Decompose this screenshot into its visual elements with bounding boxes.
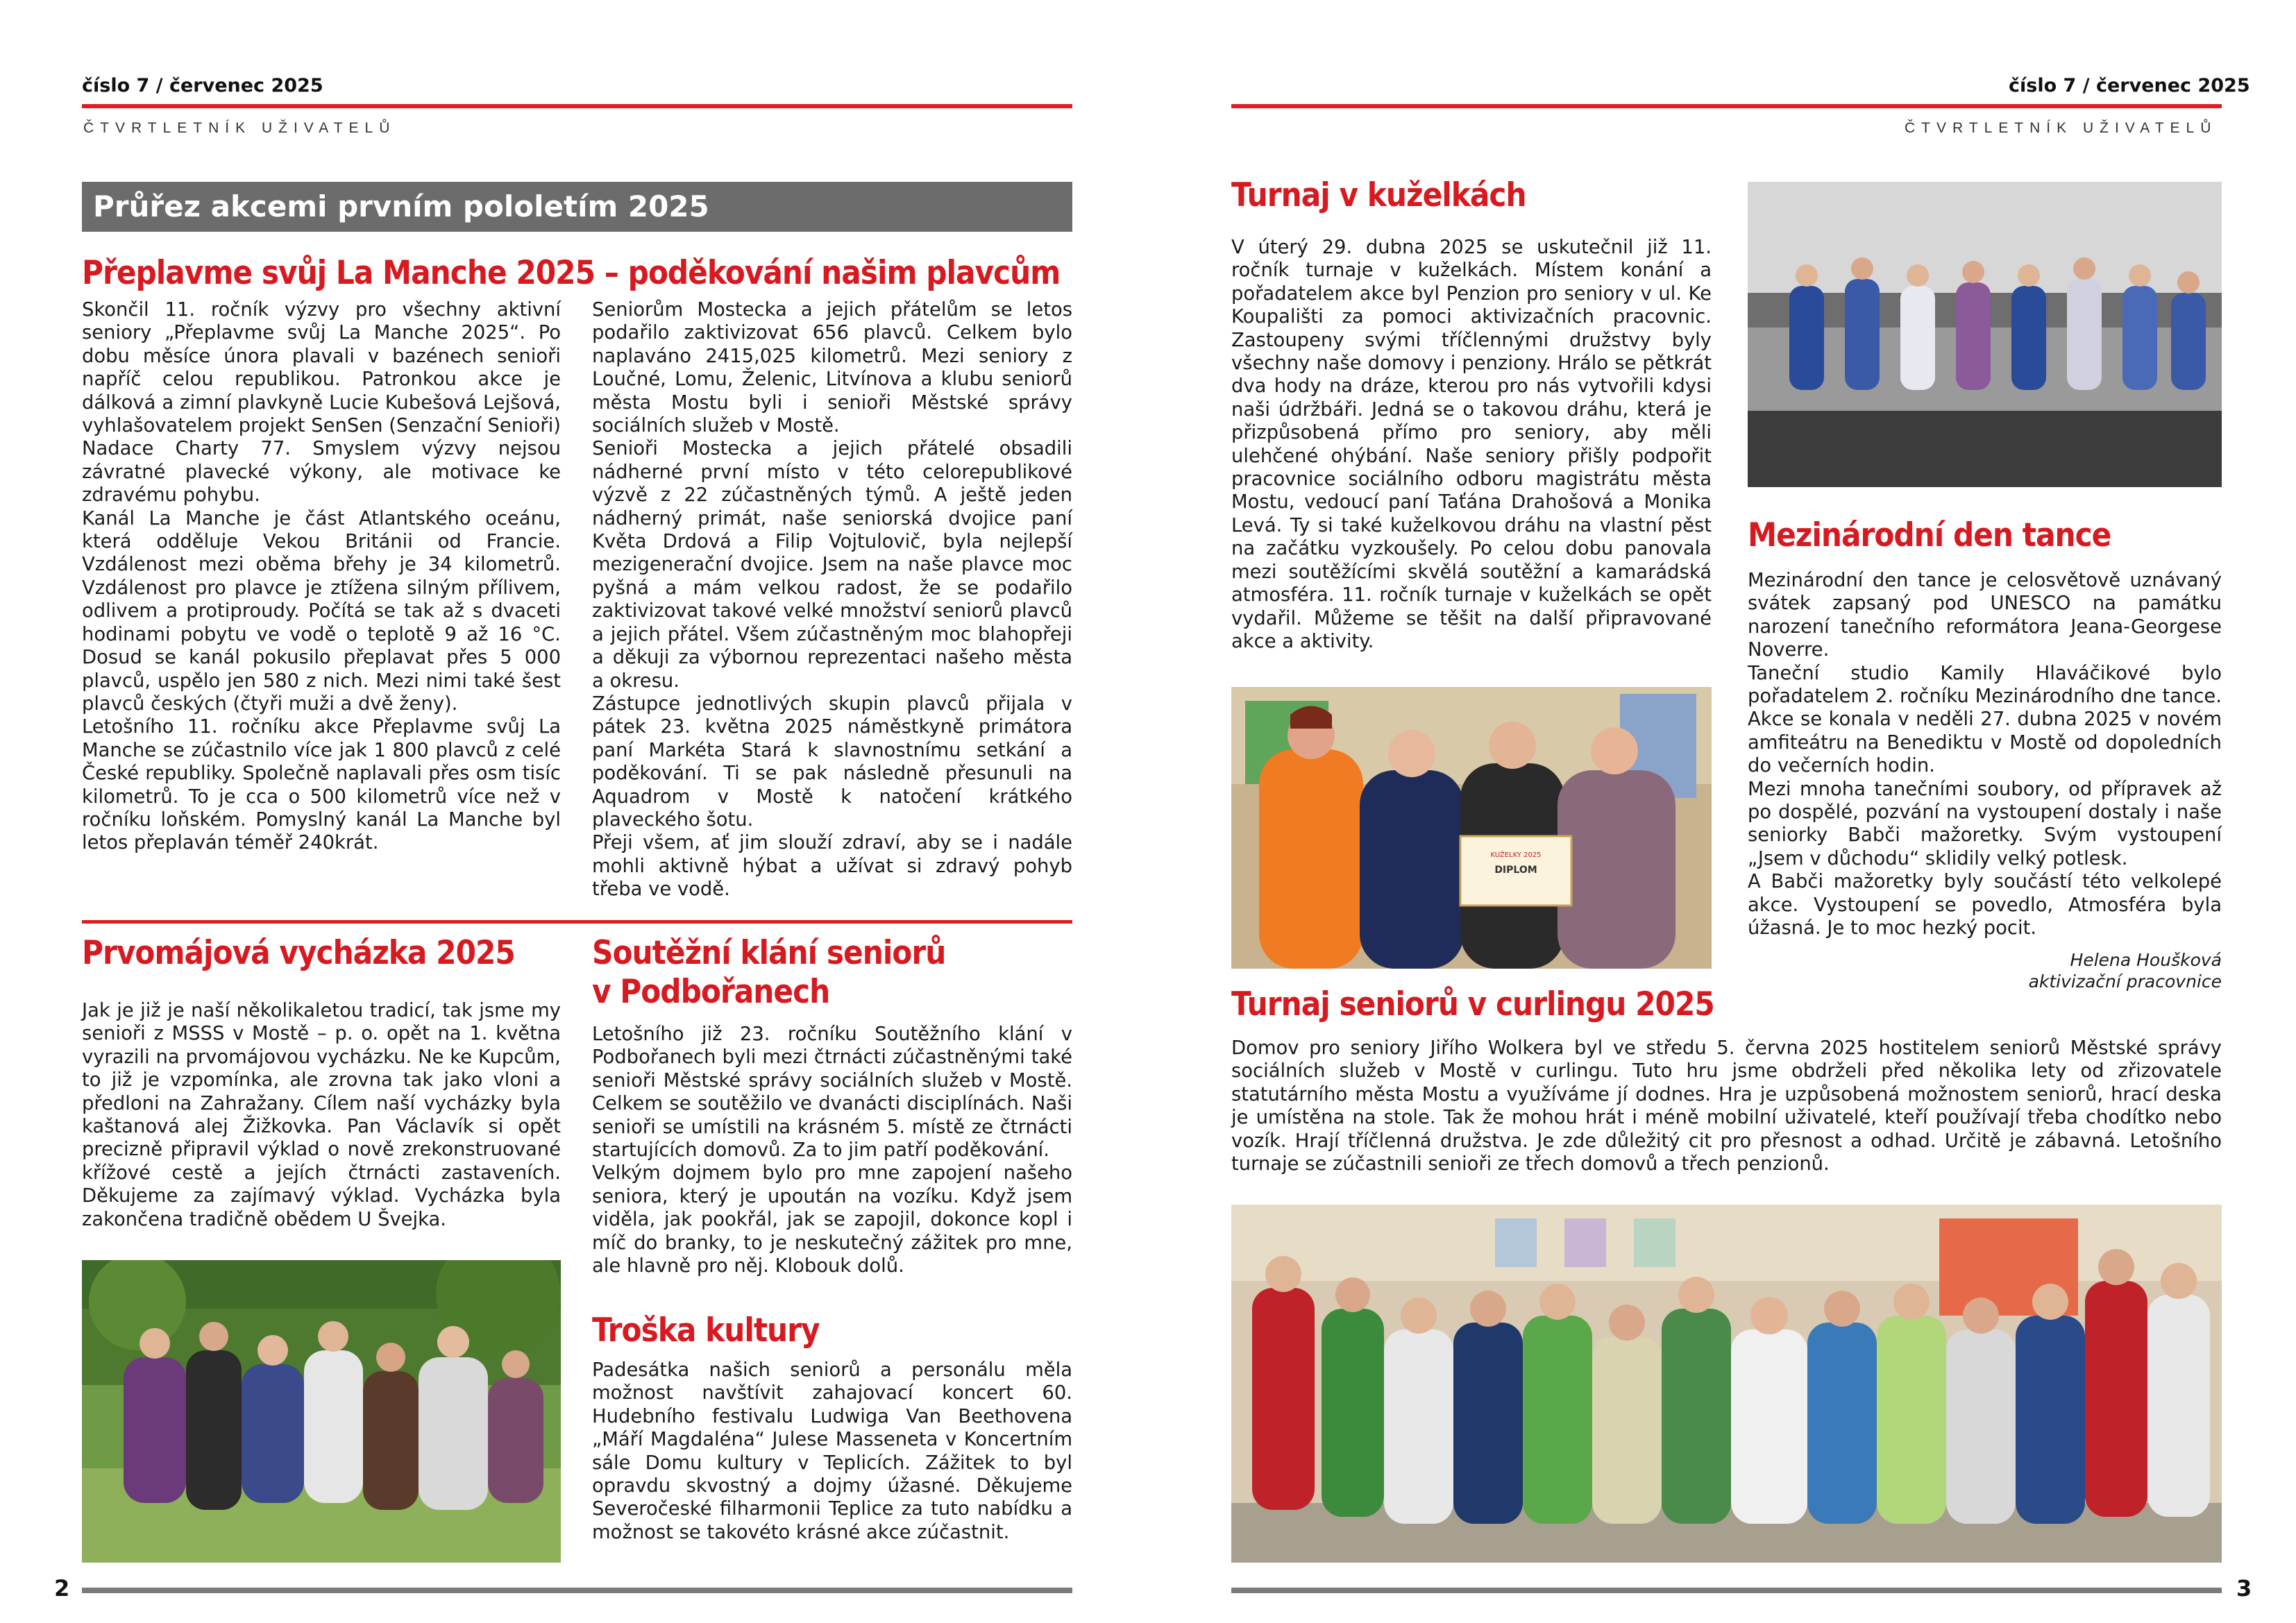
article-title-den-tance: Mezinárodní den tance [1748,516,2111,554]
article-kuzelky-body [1231,236,1712,653]
paragraph: Letošního již 23. ročníku Soutěžního klání v Podbořanech byli mezi čtrnácti zúčastněnými také senioři Městské správy sociálních služeb v Mostě. Celkem se soutěžilo ve dvanácti disciplínách. Naši senioři se umístili na krásném 5. místě ze čtrnácti startujících domovů. Za to jim patří poděkování. [592,1023,1072,1162]
paragraph: Kanál La Manche je část Atlantského oceánu, která odděluje Vekou Británii od Francie. Vzdálenost mezi oběma břehy je 34 kilometrů. Vzdálenost pro plavce je ztížena silným přílivem, odlivem a protiproudy. Počítá se tak až s dvaceti hodinami pobytu ve vodě o teplotě 9 až 16 °C. Dosud se kanál pokusilo přeplavat přes 5 000 plavců, uspělo jen 580 z nich. Mezi nimi také šest plavců českých (čtyři muži a dvě ženy). [82,507,561,715]
paragraph: Padesátka našich seniorů a personálu měla možnost navštívit zahajovací koncert 60. Hudebního festivalu Ludwiga Van Beethovena „Máří Magdaléna“ Julese Masseneta v Koncertním sále Domu kultury v Teplicích. Zážitek to byl opravdu skvostný a dojmy úžasné. Děkujeme Severočeské filharmonii Teplice za tuto nabídku a možnost se takovéto krásné akce zúčastnit. [592,1359,1072,1543]
article-podboranech-body [592,1023,1072,1277]
paragraph: A Babči mažoretky byly součástí této velkolepé akce. Vystoupení se povedlo, Atmosféra byla úžasná. Je to moc hezký pocit. [1748,871,2222,940]
header-rule [1231,104,2222,108]
signature-name: Helena Houšková [2070,950,2222,970]
photo-bowling-diploma [1231,687,1712,969]
title-line: v Podbořanech [592,973,830,1011]
section-divider [82,920,1072,924]
article-title-curling: Turnaj seniorů v curlingu 2025 [1231,985,1714,1023]
signature [1748,949,2222,992]
photo-walk-group [82,1260,561,1563]
footer-rule [82,1588,1072,1593]
paragraph: Taneční studio Kamily Hlaváčikové bylo pořadatelem 2. ročníku Mezinárodního dne tance. Akce se konala v neděli 27. dubna 2025 v novém amfiteátru na Benediktu v Mostě od dopoledních do večerních hodin. [1748,662,2222,777]
signature-role: aktivizační pracovnice [2028,971,2222,992]
paragraph: V úterý 29. dubna 2025 se uskutečnil již 11. ročník turnaje v kuželkách. Místem konání a pořadatelem akce byl Penzion pro seniory v ul. Ke Koupališti za pomoci aktivizačních pracovnic. Zastoupeny svými tříčlennými družstvy byly všechny naše domovy i penziony. Hrálo se pětkrát dva hody na dráze, kterou pro nás vytvořili kdysi naši údržbáři. Jedná se o takovou dráhu, která je přizpůsobená přímo pro seniory, aby měli ulehčené ohýbání. Naše seniory přišly podpořit pracovnice sociálního odboru magistrátu města Mostu, vedoucí paní Taťána Drahošová a Monika Levá. Ty si také kuželkovou dráhu na vlastní pěst na začátku vyzkoušely. Po celou dobu panovala mezi soutěžícími skvělá soutěžní a kamarádská atmosféra. 11. ročník turnaje v kuželkách se opět vydařil. Můžeme se těšit na další připravované akce a aktivity. [1231,237,1712,652]
title-line: Soutěžní klání seniorů [592,934,946,972]
paragraph: Mezinárodní den tance je celosvětově uznávaný svátek zapsaný pod UNESCO na památku narození tanečního reformátora Jeana-Georgese Noverre. [1748,570,2222,661]
photo-dance-majorettes [1748,182,2222,487]
paragraph: Skončil 11. ročník výzvy pro všechny aktivní seniory „Přeplavme svůj La Manche 2025“. Po dobu měsíce února plavali v bazénech senioři napříč celou republikou. Patronkou akce je dálková a zimní plavkyně Lucie Kubešová Lejšová, vyhlašovatelem projekt SenSen (Senzační Senioři) Nadace Charty 77. Smyslem výzvy nejsou závratné plavecké výkony, ale motivace ke zdravému pohybu. [82,299,561,507]
article-la-manche-col1 [82,298,561,855]
paragraph: Velkým dojmem bylo pro mne zapojení našeho seniora, který je upoután na vozíku. Když jsem viděla, jak pookřál, jak se zapojil, dokonce kopl i míč do branky, to je neskutečný zážitek pro mne, ale hlavně pro něj. Klobouk dolů. [592,1162,1072,1277]
paragraph: Seniorům Mostecka a jejich přátelům se letos podařilo zaktivizovat 656 plavců. Celkem bylo naplaváno 2415,025 kilometrů. Mezi seniory z Loučné, Lomu, Želenic, Litvínova a klubu seniorů města Mostu byli i senioři Městské správy sociálních služeb v Mostě. [592,299,1072,437]
paragraph: Zástupce jednotlivých skupin plavců přijala v pátek 23. května 2025 náměstkyně primátora paní Markéta Stará k slavnostnímu setkání a poděkování. Ti se pak následně přesunuli na Aquadrom v Mostě k natočení krátkého plaveckého šotu. [592,692,1072,831]
paragraph: Jak je již je naší několikaletou tradicí, tak jsme my senioři z MSSS v Mostě – p. o. opět na 1. května vyrazili na prvomájovou vycházku. Ne ke Kupcům, to již je vzpomínka, ale zrovna tak jako vloni a předloni na Zahražany. Cílem naší vycházky byla kaštanová alej Žižkovka. Pan Václavík si opět precizně připravil výklad o nově zrekonstruované křížové cestě a jejích čtrnácti zastaveních. Děkujeme za zajímavý výklad. Vycházka byla zakončena tradičně obědem U Švejka. [82,1000,561,1230]
right-page [1148,0,2296,1623]
header-rule [82,104,1072,108]
article-prvomajova-body [82,999,561,1231]
diploma-text: DIPLOM [1494,865,1537,876]
paragraph: Domov pro seniory Jiřího Wolkera byl ve středu 5. června 2025 hostitelem seniorů Městské správy sociálních služeb v Mostě v curlingu. Tuto hru jsme obdrželi před několika lety od zřizovatele statutárního města Mostu a využíváme jí dodnes. Hra je uzpůsobená možnostem seniorů, hrací deska je umístěna na stole. Tak že mohou hrát i méně mobilní uživatelé, kteří používají třeba chodítko nebo vozík. Hrají tříčlenná družstva. Je zde důležitý cit pro přesnost a odhad. Určitě je zábavná. Letošního turnaje se zúčastnili senioři ze třech domovů a třech penzionů. [1231,1037,2222,1175]
paragraph: Přeji všem, ať jim slouží zdraví, aby se i nadále mohli aktivně hýbat a užívat si zdravý pohyb třeba ve vodě. [592,832,1072,901]
section-banner: Průřez akcemi prvním pololetím 2025 [82,182,1072,232]
article-title-kultura: Troška kultury [592,1311,820,1350]
article-title-la-manche: Přeplavme svůj La Manche 2025 – poděkování našim plavcům [82,254,1061,292]
article-kultura-body [592,1359,1072,1544]
article-title-podboranech [592,934,1072,1012]
photo-curling-group [1231,1205,2222,1563]
issue-label: číslo 7 / červenec 2025 [82,75,323,96]
article-den-tance-body [1748,569,2222,940]
paragraph: Senioři Mostecka a jejich přátelé obsadili nádherné první místo v této celorepublikové výzvě z 22 zúčastněných týmů. A ještě jeden nádherný primát, naše seniorská dvojice paní Květa Drdová a Filip Vojtulovič, byla nejlepší mezigenerační dvojice. Jsem na naše plavce moc pyšná a mám velkou radost, že se podařilo zaktivizovat takové velké množství seniorů plavců a jejich přátel. Všem zúčastněným moc blahopřeji a děkuji za výbornou reprezentaci našeho města a okresu. [592,438,1072,692]
footer-rule [1231,1588,2222,1593]
newsletter-subtitle: ČTVRTLETNÍK UŽIVATELŮ [83,120,396,136]
paragraph: Letošního 11. ročníku akce Přeplavme svůj La Manche se zúčastnilo více jak 1 800 plavců z celé České republiky. Společně naplavali přes osm tisíc kilometrů. To je cca o 500 kilometrů více než v ročníku loňském. Pomyslný kanál La Manche byl letos přeplaván téměř 240krát. [82,716,561,854]
paragraph: Mezi mnoha tanečními soubory, od přípravek až po dospělé, pozvání na vystoupení dostaly i naše seniorky Babči mažoretky. Svým vystoupení „Jsem v důchodu“ sklidily velký potlesk. [1748,778,2222,869]
article-title-prvomajova: Prvomájová vycházka 2025 [82,934,515,972]
article-title-kuzelky: Turnaj v kuželkách [1231,176,1526,214]
page-number: 3 [2236,1575,2252,1601]
diploma-small-text: KUŽELKY 2025 [1490,851,1542,859]
article-la-manche-col2 [592,298,1072,901]
article-curling-body [1231,1037,2222,1175]
issue-label: číslo 7 / červenec 2025 [2009,75,2250,96]
newsletter-subtitle: ČTVRTLETNÍK UŽIVATELŮ [1905,120,2218,136]
page-number: 2 [54,1575,70,1601]
